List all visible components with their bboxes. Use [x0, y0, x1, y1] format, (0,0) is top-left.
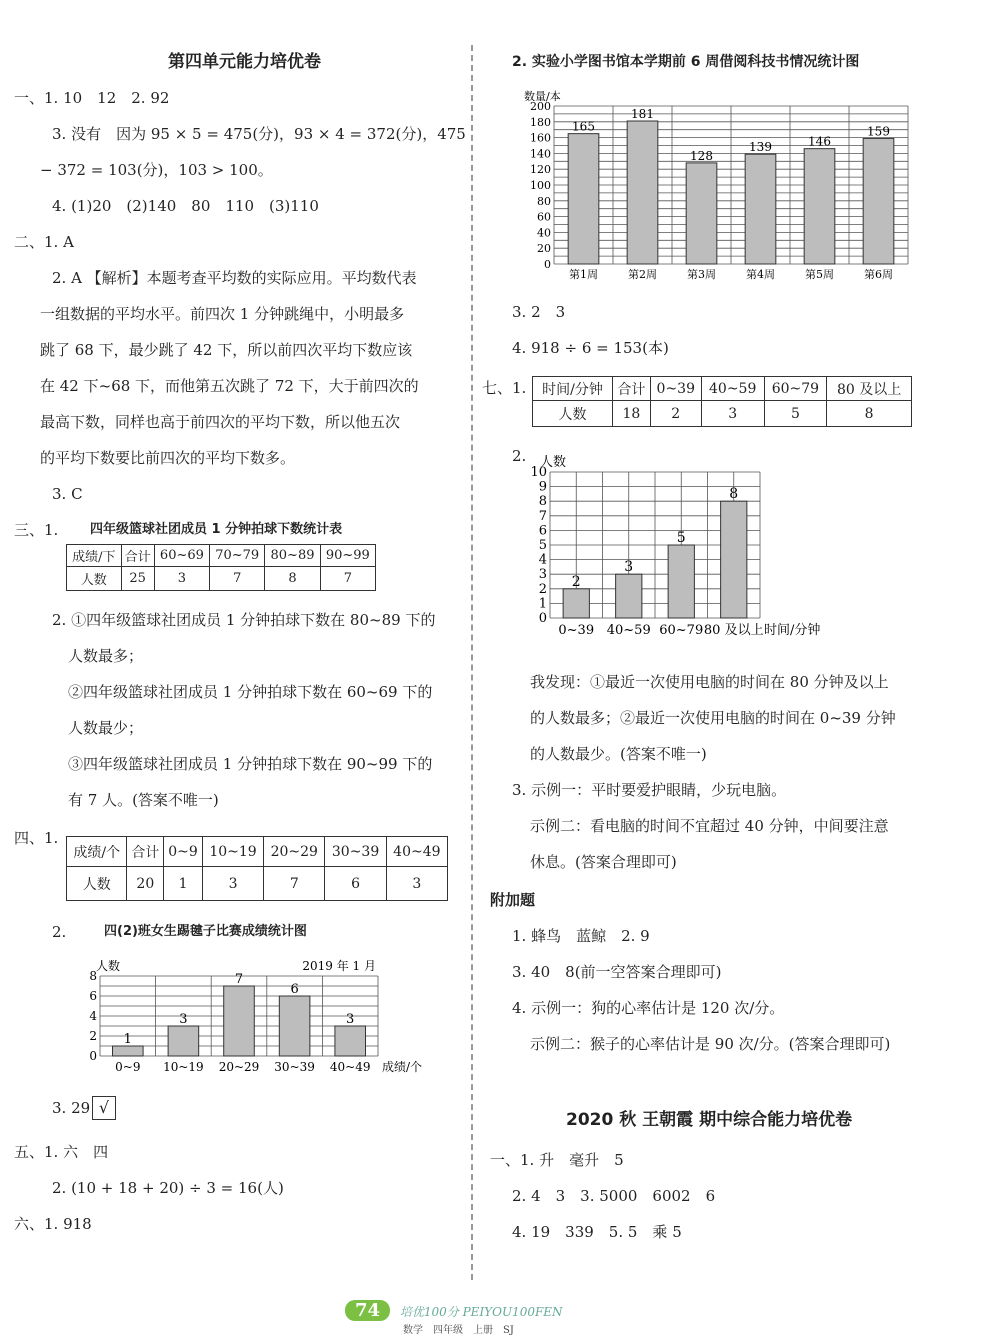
y-tick-label: 0 [89, 1049, 97, 1063]
bar-data-label: 6 [290, 982, 299, 997]
table-cell: 70~79 [210, 545, 265, 567]
answer-line: 我发现：①最近一次使用电脑的时间在 80 分钟及以上 [530, 673, 889, 691]
bar-data-label: 3 [346, 1012, 355, 1027]
answer-line: 一组数据的平均水平。前四次 1 分钟跳绳中，小明最多 [40, 305, 405, 323]
table-cell: 7 [210, 567, 265, 591]
answer-line: 2. ①四年级篮球社团成员 1 分钟拍球下数在 80~89 下的 [52, 611, 436, 629]
answer-line: 最高下数，同样也高于前四次的平均下数，所以他五次 [40, 413, 401, 431]
bar-data-label: 1 [123, 1032, 132, 1047]
y-tick-label: 180 [530, 115, 551, 129]
table-cell: 人数 [67, 867, 127, 901]
chart-note: 2019 年 1 月 [302, 959, 376, 973]
section-label: 七、1. [482, 379, 527, 397]
table-cell: 7 [320, 567, 375, 591]
bar-data-label: 3 [179, 1012, 188, 1027]
y-tick-label: 100 [530, 179, 551, 192]
bar [745, 154, 776, 264]
bar [113, 1046, 144, 1056]
table-title: 四年级篮球社团成员 1 分钟拍球下数统计表 [90, 522, 343, 537]
y-tick-label: 4 [89, 1009, 97, 1023]
table-cell: 80~89 [265, 545, 320, 567]
bar [168, 1026, 199, 1056]
y-tick-label: 6 [538, 523, 547, 539]
x-tick-label: 第4周 [746, 268, 775, 281]
x-tick-label: 第5周 [805, 268, 834, 281]
answer-line: 示例二：看电脑的时间不宜超过 40 分钟，中间要注意 [530, 817, 889, 835]
brand-logo: 培优100分 PEIYOU100FEN [399, 1305, 563, 1319]
answer-line: 4. 918 ÷ 6 = 153(本) [512, 339, 669, 357]
table-cell: 3 [154, 567, 209, 591]
answer-line: ③四年级篮球社团成员 1 分钟拍球下数在 90~99 下的 [68, 755, 433, 773]
table-cell: 7 [264, 867, 325, 901]
table-cell: 成绩/下 [67, 545, 122, 567]
x-tick-label: 10~19 [163, 1060, 204, 1074]
x-tick-label: 20~29 [218, 1060, 260, 1074]
table-cell: 8 [827, 401, 912, 427]
answer-line: 1. 蜂鸟 蓝鲸 2. 9 [512, 927, 650, 945]
table-cell: 合计 [613, 377, 651, 401]
answer-line: 在 42 下~68 下，而他第五次跳了 72 下，大于前四次的 [40, 377, 419, 395]
bar [616, 574, 642, 618]
bar [668, 545, 694, 618]
check-box: √ [92, 1096, 116, 1120]
page-footer [345, 1300, 563, 1336]
y-tick-label: 60 [537, 210, 551, 224]
answer-line: 六、1. 918 [14, 1215, 92, 1233]
table-cell: 8 [265, 567, 320, 591]
table-cell: 5 [764, 401, 827, 427]
table-cell: 合计 [127, 837, 164, 867]
answer-line: 2. 4 3 3. 5000 6002 6 [512, 1187, 716, 1205]
table-cell: 3 [202, 867, 263, 901]
y-tick-label: 8 [538, 494, 547, 510]
chart-title: 四(2)班女生踢毽子比赛成绩统计图 [104, 924, 307, 939]
y-tick-label: 0 [544, 258, 551, 271]
answer-line: 4. 19 339 5. 5 乘 5 [512, 1223, 682, 1241]
y-tick-label: 3 [538, 567, 547, 583]
answer-line: 3. 29 [52, 1099, 91, 1117]
answer-line: 有 7 人。(答案不唯一) [68, 791, 219, 809]
y-tick-label: 2 [89, 1029, 97, 1043]
answer-line: 人数最多； [68, 647, 144, 665]
bar [279, 996, 310, 1056]
y-tick-label: 7 [538, 508, 547, 524]
answer-line: 2. (10 + 18 + 20) ÷ 3 = 16(人) [52, 1179, 284, 1197]
x-tick-label: 40~59 [606, 623, 651, 638]
computer-time-bar-chart [520, 446, 900, 652]
y-axis-label: 数量/本 [524, 90, 561, 103]
answer-line: 的平均下数要比前四次的平均下数多。 [40, 449, 296, 467]
bar-data-label: 165 [572, 119, 595, 134]
answer-line: 2. [512, 447, 527, 465]
y-tick-label: 8 [89, 969, 97, 983]
bar-data-label: 5 [676, 530, 686, 546]
bar [335, 1026, 366, 1056]
x-tick-label: 0~9 [115, 1060, 141, 1074]
bar [804, 149, 835, 264]
answer-line: 人数最少； [68, 719, 144, 737]
bar-data-label: 146 [808, 134, 831, 149]
table-cell: 0~9 [164, 837, 203, 867]
answer-line: 3. 2 3 [512, 303, 566, 321]
footer-subtitle: 数学 四年级 上册 SJ [403, 1325, 514, 1336]
answer-line: 休息。(答案合理即可) [530, 853, 677, 871]
table-cell: 90~99 [320, 545, 375, 567]
answer-line: 3. 没有 因为 95 × 5 = 475(分)，93 × 4 = 372(分)，475 [52, 125, 466, 143]
y-tick-label: 5 [538, 538, 547, 553]
bar [224, 986, 255, 1056]
bar [627, 121, 658, 264]
stat-table-3 [532, 376, 912, 427]
x-tick-label: 60~79 [659, 623, 704, 638]
table-cell: 0~39 [650, 377, 701, 401]
y-tick-label: 0 [538, 611, 547, 626]
table-cell: 40~59 [701, 377, 764, 401]
x-tick-label: 第3周 [687, 268, 716, 281]
bar-data-label: 8 [729, 486, 739, 503]
x-tick-label: 80 及以上 [703, 623, 764, 638]
bar [686, 163, 717, 264]
stat-table-2 [66, 836, 448, 901]
table-cell: 30~39 [325, 837, 386, 867]
y-tick-label: 140 [530, 147, 551, 161]
answer-line: 2. 实验小学图书馆本学期前 6 周借阅科技书情况统计图 [512, 54, 860, 70]
bar [568, 134, 599, 264]
bar-data-label: 159 [867, 124, 890, 139]
bar [721, 501, 747, 618]
answer-line: 的人数最少。(答案不唯一) [530, 745, 707, 763]
answer-line: 4. (1)20 (2)140 80 110 (3)110 [52, 197, 319, 215]
page-number: 74 [345, 1300, 390, 1321]
table-cell: 时间/分钟 [533, 377, 613, 401]
bar [563, 589, 589, 618]
answer-line: 一、1. 升 毫升 5 [490, 1151, 624, 1169]
x-tick-label: 第2周 [628, 268, 657, 281]
table-cell: 6 [325, 867, 386, 901]
answer-line: ②四年级篮球社团成员 1 分钟拍球下数在 60~69 下的 [68, 683, 433, 701]
x-tick-label: 0~39 [558, 623, 595, 638]
y-tick-label: 120 [530, 163, 551, 177]
y-tick-label: 9 [538, 479, 547, 495]
x-tick-label: 30~39 [274, 1060, 315, 1074]
table-cell: 25 [121, 567, 154, 591]
answer-line: 五、1. 六 四 [14, 1143, 109, 1161]
table-cell: 60~79 [764, 377, 827, 401]
table-cell: 2 [650, 401, 701, 427]
answer-line: 3. 40 8(前一空答案合理即可) [512, 963, 722, 981]
table-cell: 3 [701, 401, 764, 427]
table-cell: 人数 [67, 567, 122, 591]
stat-table-1 [66, 544, 376, 591]
y-tick-label: 160 [530, 131, 551, 145]
table-cell: 60~69 [154, 545, 209, 567]
y-tick-label: 2 [538, 581, 547, 597]
table-cell: 1 [164, 867, 203, 901]
table-cell: 人数 [533, 401, 613, 427]
y-tick-label: 40 [537, 226, 551, 240]
jianzi-bar-chart [60, 950, 440, 1080]
y-tick-label: 20 [537, 242, 551, 256]
x-axis-label: 时间/分钟 [764, 623, 821, 638]
answer-line: − 372 = 103(分)，103 > 100。 [40, 161, 273, 179]
unit-title: 第四单元能力培优卷 [168, 52, 321, 72]
books-bar-chart [520, 84, 920, 288]
table-cell: 3 [386, 867, 447, 901]
answer-line: 跳了 68 下，最少跳了 42 下，所以前四次平均下数应该 [40, 341, 413, 359]
answer-line: 的人数最多；②最近一次使用电脑的时间在 0~39 分钟 [530, 709, 896, 727]
bar-data-label: 128 [690, 148, 713, 163]
table-cell: 合计 [121, 545, 154, 567]
x-axis-label: 成绩/个 [382, 1060, 423, 1074]
section-label: 四、1. [14, 829, 59, 847]
x-tick-label: 第1周 [569, 268, 598, 281]
bar-data-label: 139 [749, 140, 772, 155]
y-tick-label: 4 [538, 552, 547, 568]
table-cell: 20~29 [264, 837, 325, 867]
table-cell: 成绩/个 [67, 837, 127, 867]
answer-line: 二、1. A [14, 233, 74, 251]
x-tick-label: 第6周 [864, 268, 893, 281]
bar [863, 138, 894, 264]
y-tick-label: 1 [538, 596, 547, 612]
answer-line: 示例二：猴子的心率估计是 90 次/分。(答案合理即可) [530, 1035, 891, 1053]
bar-data-label: 2 [571, 573, 581, 590]
table-cell: 80 及以上 [827, 377, 912, 401]
answer-line: 4. 示例一：狗的心率估计是 120 次/分。 [512, 999, 785, 1017]
table-cell: 20 [127, 867, 164, 901]
bar-data-label: 3 [624, 559, 634, 576]
y-axis-label: 人数 [96, 959, 121, 973]
exam-title: 2020 秋 王朝霞 期中综合能力培优卷 [566, 1110, 853, 1130]
table-cell: 40~49 [386, 837, 447, 867]
y-tick-label: 80 [537, 194, 551, 208]
table-cell: 10~19 [202, 837, 263, 867]
x-tick-label: 40~49 [329, 1060, 371, 1074]
section-label: 三、1. [14, 521, 59, 539]
table-cell: 18 [613, 401, 651, 427]
answer-line: 3. 示例一：平时要爱护眼睛，少玩电脑。 [512, 781, 787, 799]
answer-line: 一、1. 10 12 2. 92 [14, 89, 170, 107]
answer-line: 2. A 【解析】本题考查平均数的实际应用。平均数代表 [52, 269, 417, 287]
bar-data-label: 181 [631, 107, 654, 122]
column-divider [471, 45, 473, 1280]
y-axis-label: 人数 [540, 455, 567, 470]
section-heading: 附加题 [490, 891, 536, 909]
answer-line: 2. [52, 923, 67, 941]
answer-line: 3. C [52, 485, 83, 503]
y-tick-label: 10 [530, 465, 547, 480]
bar-data-label: 7 [234, 972, 244, 987]
y-tick-label: 6 [89, 989, 97, 1003]
y-tick-label: 200 [530, 100, 551, 113]
